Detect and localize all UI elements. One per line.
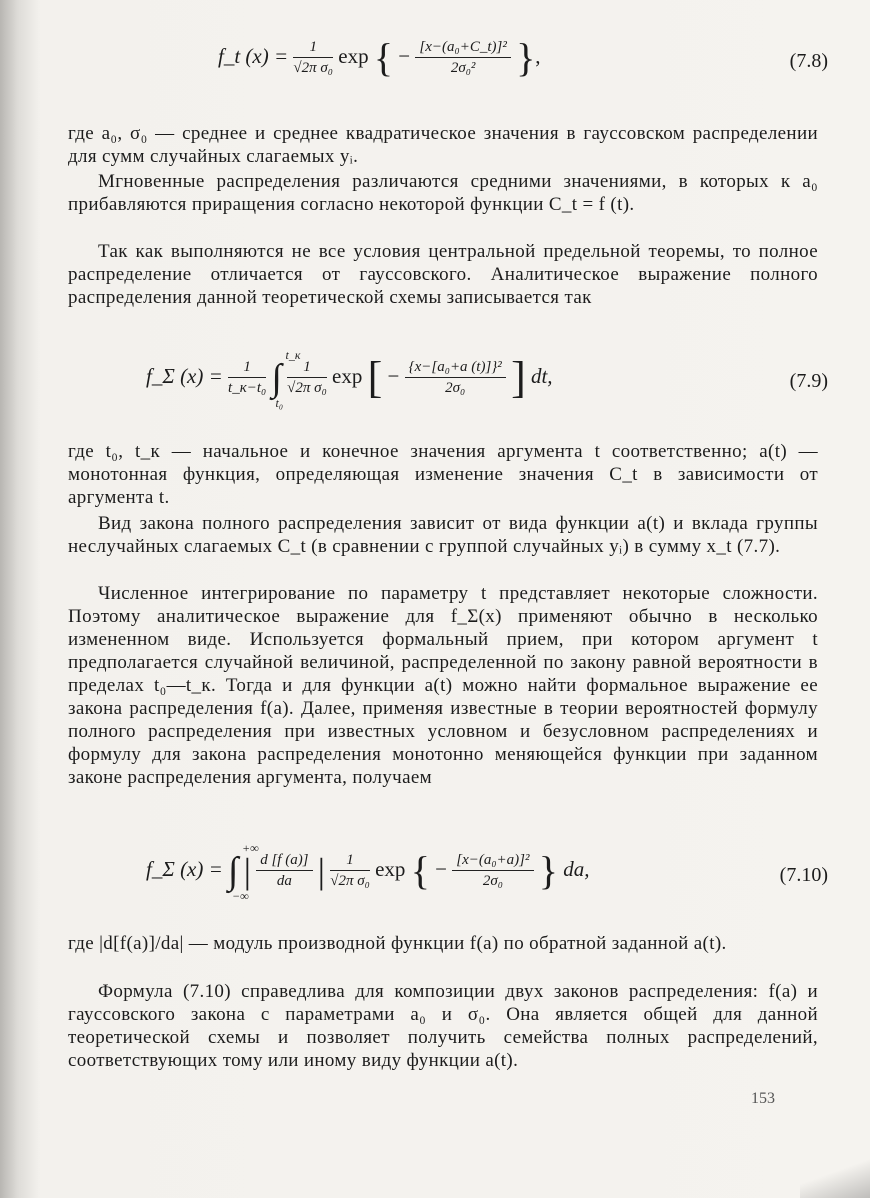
equation-number-7-10: (7.10)	[779, 864, 828, 886]
equation-7-10: f_Σ (x) = ∫ +∞ −∞ | $\frac{d [f (a)]}{da}$ | $\frac{1}{\text{√2π σ₀}}$ exp { − $\frac{\text{[x−(a₀+a)]²}}{\text{2σ₀}}$ } da, (7.10)	[146, 841, 828, 903]
eq78-exp-denominator: 2σ₀²	[450, 60, 476, 76]
equation-number-7-8: (7.8)	[789, 50, 828, 72]
eq79-exp: exp	[332, 363, 363, 388]
eq79-upper-limit: t_к	[285, 348, 301, 362]
eq78-exp: exp	[338, 43, 369, 68]
eq710-derivative-numerator: d [f (a)]	[256, 852, 312, 871]
eq78-lhs: f_t (x) =	[218, 43, 289, 68]
eq710-exp-denominator: 2σ₀	[482, 873, 503, 889]
eq79-coef-fraction	[287, 359, 327, 397]
eq78-coef-numerator: 1	[293, 39, 333, 58]
eq710-exp: exp	[375, 856, 406, 881]
eq78-coef-fraction	[293, 39, 333, 77]
eq79-lhs: f_Σ (x) =	[146, 363, 223, 388]
equation-number-7-9: (7.9)	[789, 370, 828, 392]
eq79-norm-numerator: 1	[228, 359, 266, 378]
eq79-differential: dt,	[530, 363, 553, 388]
paragraph-5: Вид закона полного распределения зависит от вида функции a(t) и вклада группы неслучайных слагаемых C_t (в сравнении с группой случайных yᵢ) в сумму x_t (7.7).	[68, 513, 818, 557]
eq79-norm-fraction	[228, 359, 266, 397]
eq78-exp-numerator: [x−(a₀+C_t)]²	[415, 39, 510, 58]
eq710-exp-numerator: [x−(a₀+a)]²	[452, 852, 533, 871]
eq710-coef-denominator: √2π σ₀	[330, 873, 370, 889]
eq710-integral: ∫ +∞ −∞	[228, 841, 259, 903]
page-corner-shadow	[800, 1158, 870, 1198]
eq79-coef-denominator: √2π σ₀	[287, 380, 327, 396]
paragraph-1: где a₀, σ₀ — среднее и среднее квадратическое значения в гауссовском распределении для сумм случайных слагаемых yᵢ.	[68, 123, 818, 167]
paragraph-4: где t₀, t_к — начальное и конечное значения аргумента t соответственно; a(t) — монотонная функция, определяющая изменение значения C_t в зависимости от аргумента t.	[68, 441, 818, 508]
eq79-exp-fraction	[405, 359, 506, 397]
eq79-exp-numerator: {x−[a₀+a (t)]}²	[405, 359, 506, 378]
eq710-upper-limit: +∞	[242, 841, 259, 855]
eq710-lhs: f_Σ (x) =	[146, 856, 223, 881]
paragraph-2: Мгновенные распределения различаются средними значениями, в которых к a₀ прибавляются приращения согласно некоторой функции C_t = f (t).	[68, 171, 818, 215]
eq710-differential: da,	[563, 856, 590, 881]
paragraph-8: Формула (7.10) справедлива для композиции двух законов распределения: f(a) и гауссовского закона с параметрами a₀ и σ₀. Она является общей для данной теоретической схемы и позволяет получить семейства полных распределений, соответствующих тому или иному виду функции a(t).	[68, 981, 818, 1071]
equation-7-9: f_Σ (x) = $\frac{1}{\text{t\_к−t₀}}$ ∫ t_к t₀ $\frac{1}{\text{√2π σ₀}}$ exp [ − $\frac{\text{\{x−[a₀+a (t)]\}²}}{\text{2σ₀}}$ ] dt, (7.9)	[146, 348, 828, 410]
paragraph-3: Так как выполняются не все условия центральной предельной теоремы, то полное распределение отличается от гауссовского. Аналитическое выражение полного распределения данной теоретической схемы записывается так	[68, 241, 818, 308]
eq79-exp-denominator: 2σ₀	[445, 380, 466, 396]
eq79-norm-denominator: t_к−t₀	[228, 380, 267, 396]
eq710-derivative-denominator: da	[276, 873, 292, 889]
eq78-coef-denominator: √2π σ₀	[293, 60, 334, 76]
eq79-lower-limit: t₀	[275, 396, 284, 410]
eq79-integral: ∫ t_к t₀	[271, 348, 301, 410]
eq78-exp-fraction	[415, 39, 510, 77]
eq79-coef-numerator: 1	[287, 359, 327, 378]
eq710-coef-numerator: 1	[330, 852, 370, 871]
eq710-derivative	[256, 852, 312, 890]
equation-7-8: f_t (x) = $\frac{1}{\text{√2π σ₀}}$ exp { − $\frac{\text{[x−(a₀+C\_t)]²}}{\text{2σ₀²}}$ }, (7.8)	[218, 35, 828, 80]
eq710-lower-limit: −∞	[232, 889, 249, 903]
page-number: 153	[751, 1090, 775, 1107]
eq710-exp-fraction	[452, 852, 533, 890]
paragraph-6: Численное интегрирование по параметру t представляет некоторые сложности. Поэтому аналитическое выражение для f_Σ(x) применяют обычно в несколько измененном виде. Используется формальный прием, при котором аргумент t предполагается случайной величиной, распределенной по закону равной вероятности в пределах t₀—t_к. Тогда и для функции a(t) можно найти формальное выражение ее закона распределения f(a). Далее, применяя известные в теории вероятностей формулу полного распределения при известных условном и безусловном распределениях и формулу для закона распределения монотонно меняющейся функции при заданном законе распределения аргумента, получаем	[68, 583, 818, 788]
paragraph-7: где |d[f(a)]/da| — модуль производной функции f(a) по обратной заданной a(t).	[68, 933, 727, 954]
eq710-coef-fraction	[330, 852, 370, 890]
